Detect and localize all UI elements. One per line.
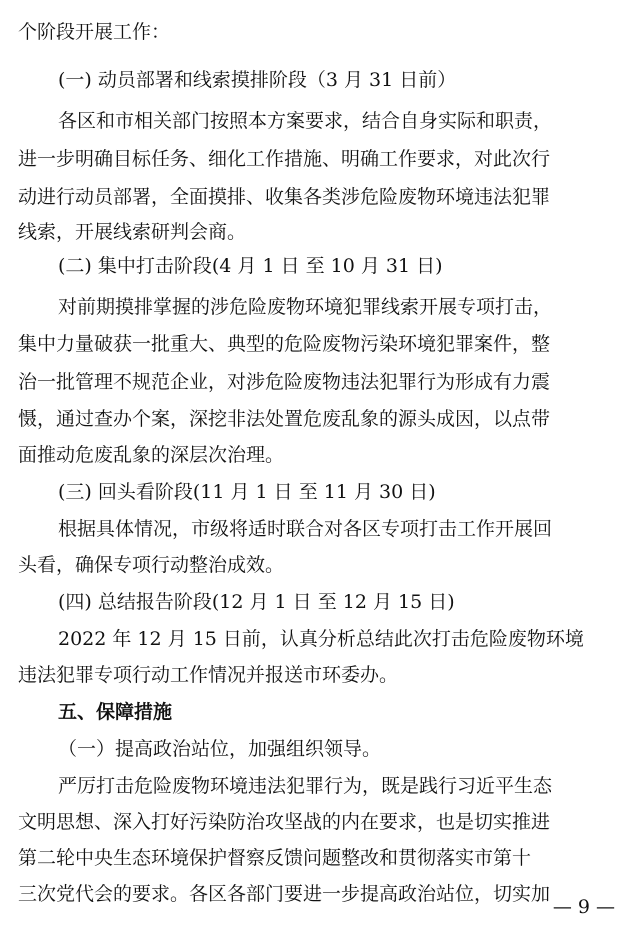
subsection-heading: （一）提高政治站位，加强组织领导。 xyxy=(58,738,382,760)
text-line: 动进行动员部署，全面摸排、收集各类涉危险废物环境违法犯罪 xyxy=(18,186,551,208)
text-line: 2022 年 12 月 15 日前，认真分析总结此次打击危险废物环境 xyxy=(58,628,584,650)
text-line: 对前期摸排掌握的涉危险废物环境犯罪线索开展专项打击， xyxy=(58,296,553,318)
text-line: 治一批管理不规范企业，对涉危险废物违法犯罪行为形成有力震 xyxy=(18,371,551,393)
text-line: 面推动危废乱象的深层次治理。 xyxy=(18,444,285,466)
text-line: 各区和市相关部门按照本方案要求，结合自身实际和职责， xyxy=(58,110,553,132)
section-heading: 五、保障措施 xyxy=(58,701,173,723)
text-line: 严厉打击危险废物环境违法犯罪行为，既是践行习近平生态 xyxy=(58,775,553,797)
subsection-heading: (二) 集中打击阶段(4 月 1 日 至 10 月 31 日) xyxy=(58,255,443,277)
subsection-heading: (一) 动员部署和线索摸排阶段（3 月 31 日前） xyxy=(58,69,457,91)
text-line: 慑，通过查办个案，深挖非法处置危废乱象的源头成因，以点带 xyxy=(18,408,551,430)
text-line: 三次党代会的要求。各区各部门要进一步提高政治站位，切实加 xyxy=(18,883,551,905)
text-line: 进一步明确目标任务、细化工作措施、明确工作要求，对此次行 xyxy=(18,148,551,170)
subsection-heading: (四) 总结报告阶段(12 月 1 日 至 12 月 15 日) xyxy=(58,591,455,613)
page-number: — 9 — xyxy=(552,896,615,918)
text-line: 集中力量破获一批重大、典型的危险废物污染环境犯罪案件，整 xyxy=(18,333,551,355)
subsection-heading: (三) 回头看阶段(11 月 1 日 至 11 月 30 日) xyxy=(58,481,436,503)
text-line: 根据具体情况，市级将适时联合对各区专项打击工作开展回 xyxy=(58,518,553,540)
text-line: 第二轮中央生态环境保护督察反馈问题整改和贯彻落实市第十 xyxy=(18,847,532,869)
text-line: 头看，确保专项行动整治成效。 xyxy=(18,554,285,576)
text-line: 线索，开展线索研判会商。 xyxy=(18,221,247,243)
text-line: 个阶段开展工作： xyxy=(18,21,171,43)
text-line: 文明思想、深入打好污染防治攻坚战的内在要求，也是切实推进 xyxy=(18,811,551,833)
text-line: 违法犯罪专项行动工作情况并报送市环委办。 xyxy=(18,664,399,686)
